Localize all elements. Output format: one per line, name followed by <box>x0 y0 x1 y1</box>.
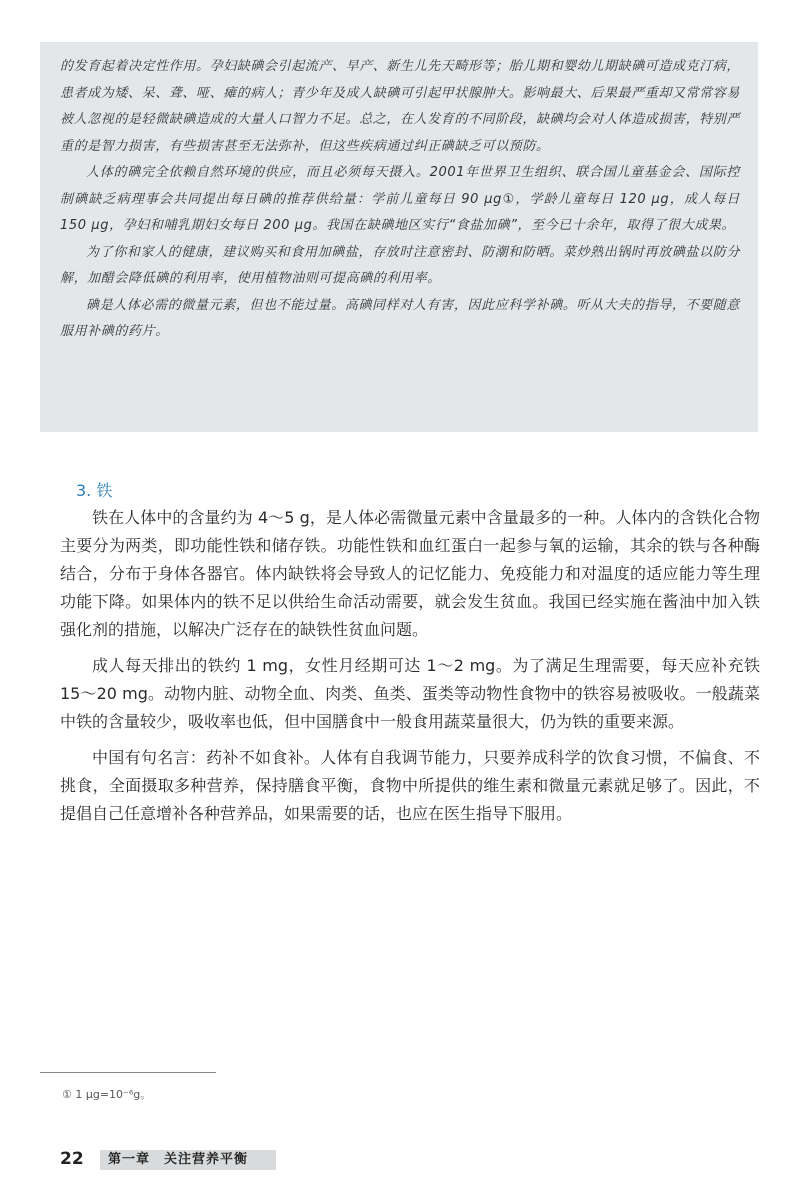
box-paragraph: 人体的碘完全依赖自然环境的供应，而且必须每天摄入。2001年世界卫生组织、联合国儿童基金会、国际控制碘缺乏病理事会共同提出每日碘的推荐供给量：学前儿童每日 90 μg①，学龄儿童每日 120 μg，成人每日 150 μg，孕妇和哺乳期妇女每日 200 μg。我国在缺碘地区实行“食盐加碘”，至今已十余年，取得了很大成果。 <box>60 165 740 233</box>
box-paragraph: 碘是人体必需的微量元素，但也不能过量。高碘同样对人有害，因此应科学补碘。听从大夫的指导，不要随意服用补碘的药片。 <box>60 297 740 339</box>
reading-box <box>40 42 758 432</box>
footnote-rule <box>40 1072 216 1073</box>
footnote: ① 1 μg=10⁻⁶g。 <box>62 1088 152 1101</box>
section-heading: 3. 铁 <box>76 481 113 500</box>
box-paragraph: 为了你和家人的健康，建议购买和食用加碘盐，存放时注意密封、防潮和防晒。菜炒熟出锅时再放碘盐以防分解，加醋会降低碘的利用率，使用植物油则可提高碘的利用率。 <box>60 244 740 286</box>
page-number: 22 <box>60 1149 84 1169</box>
body-paragraph: 中国有句名言：药补不如食补。人体有自我调节能力，只要养成科学的饮食习惯，不偏食、不挑食，全面摄取多种营养，保持膳食平衡，食物中所提供的维生素和微量元素就足够了。因此，不提倡自己任意增补各种营养品，如果需要的话，也应在医生指导下服用。 <box>60 748 760 823</box>
chapter-label: 第一章 关注营养平衡 <box>100 1150 276 1170</box>
body-paragraph: 成人每天排出的铁约 1 mg，女性月经期可达 1～2 mg。为了满足生理需要，每天应补充铁 15～20 mg。动物内脏、动物全血、肉类、鱼类、蛋类等动物性食物中的铁容易被吸收。一般蔬菜中铁的含量较少，吸收率也低，但中国膳食中一般食用蔬菜量很大，仍为铁的重要来源。 <box>60 656 760 731</box>
box-paragraph: 的发育起着决定性作用。孕妇缺碘会引起流产、早产、新生儿先天畸形等；胎儿期和婴幼儿期缺碘可造成克汀病，患者成为矮、呆、聋、哑、瘫的病人；青少年及成人缺碘可引起甲状腺肿大。影响最大、后果最严重却又常常容易被人忽视的是轻微缺碘造成的大量人口智力不足。总之，在人发育的不同阶段，缺碘均会对人体造成损害，特别严重的是智力损害，有些损害甚至无法弥补，但这些疾病通过纠正碘缺乏可以预防。 <box>60 59 741 154</box>
main-text <box>60 504 760 836</box>
body-paragraph: 铁在人体中的含量约为 4～5 g，是人体必需微量元素中含量最多的一种。人体内的含铁化合物主要分为两类，即功能性铁和储存铁。功能性铁和血红蛋白一起参与氧的运输，其余的铁与各种酶结合，分布于身体各器官。体内缺铁将会导致人的记忆能力、免疫能力和对温度的适应能力等生理功能下降。如果体内的铁不足以供给生命活动需要，就会发生贫血。我国已经实施在酱油中加入铁强化剂的措施，以解决广泛存在的缺铁性贫血问题。 <box>60 508 760 639</box>
